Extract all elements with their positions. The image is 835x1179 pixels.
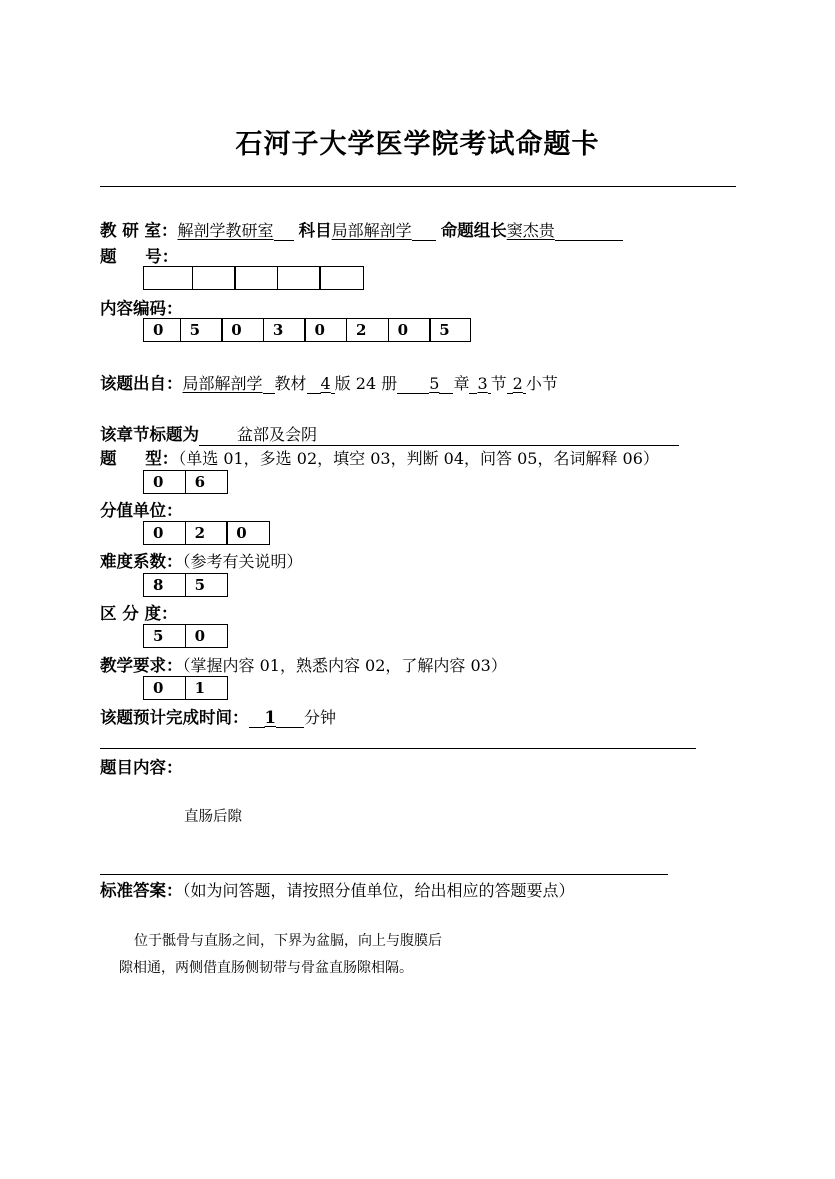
discrimination-box: 5 (143, 624, 186, 648)
leader-value: 窦杰贵 (506, 221, 555, 240)
source-edition: 4 (320, 374, 331, 393)
qnum-box (143, 266, 193, 290)
answer-line-2: 隙相通，两侧借直肠侧韧带与骨盆直肠隙相隔。 (119, 960, 413, 976)
code-box: 5 (429, 318, 471, 342)
dept-value: 解剖学教研室 (177, 221, 274, 240)
score-box: 2 (185, 521, 228, 545)
type-row (100, 445, 659, 469)
score-label: 分值单位： (100, 501, 183, 520)
difficulty-label: 难度系数： (100, 552, 183, 571)
leader-label: 命题组长 (440, 221, 507, 240)
source-section: 3 (477, 374, 488, 393)
source-text-zhang: 章 (453, 374, 470, 393)
answer-hint: （如为问答题，请按照分值单位，给出相应的答题要点） (182, 881, 575, 900)
requirement-box: 0 (143, 676, 186, 700)
difficulty-row (100, 548, 303, 572)
qnum-box (319, 266, 364, 290)
source-label: 该题出自： (100, 374, 183, 393)
question-number-boxes (143, 266, 364, 290)
source-text-jiaocai: 教材 (274, 374, 307, 393)
code-box: 3 (263, 318, 306, 342)
qnum-box (234, 266, 278, 290)
code-box: 0 (143, 318, 181, 342)
code-box: 0 (388, 318, 431, 342)
source-text-ban: 版 24 册 (334, 374, 398, 393)
question-number-label: 题 号： (100, 247, 179, 266)
content-code-boxes (143, 318, 471, 342)
time-label: 该题预计完成时间： (100, 708, 249, 727)
difficulty-hint: （参考有关说明） (182, 552, 303, 571)
score-boxes (143, 521, 270, 545)
question-divider (100, 748, 696, 749)
dept-label: 教 研 室： (100, 221, 178, 240)
page-title: 石河子大学医学院考试命题卡 (235, 129, 600, 160)
qnum-box (192, 266, 236, 290)
score-box: 0 (143, 521, 186, 545)
requirement-label: 教学要求： (100, 656, 183, 675)
title-divider (100, 186, 736, 187)
source-text-jie: 节 (490, 374, 507, 393)
difficulty-box: 8 (143, 573, 186, 597)
answer-line-1: 位于骶骨与直肠之间，下界为盆膈，向上与腹膜后 (134, 933, 442, 949)
time-unit: 分钟 (303, 708, 336, 727)
chapter-title-label: 该章节标题为 (100, 425, 199, 444)
score-box: 0 (226, 521, 270, 545)
time-row (100, 704, 336, 728)
subject-label: 科目 (298, 221, 332, 240)
source-row (100, 370, 558, 394)
difficulty-boxes (143, 573, 228, 597)
code-box: 0 (304, 318, 347, 342)
qnum-box (277, 266, 321, 290)
difficulty-box: 5 (185, 573, 228, 597)
code-box: 5 (180, 318, 223, 342)
source-text-xiaojie: 小节 (525, 374, 558, 393)
source-subsection: 2 (512, 374, 523, 393)
requirement-hint: （掌握内容 01，熟悉内容 02，了解内容 03） (182, 656, 507, 675)
type-boxes (143, 470, 228, 494)
answer-divider (100, 874, 668, 875)
type-box: 6 (185, 470, 228, 494)
code-box: 2 (346, 318, 389, 342)
requirement-boxes (143, 676, 228, 700)
source-chapter: 5 (429, 374, 440, 393)
discrimination-box: 0 (185, 624, 228, 648)
discrimination-boxes (143, 624, 228, 648)
requirement-box: 1 (185, 676, 228, 700)
content-code-label: 内容编码： (100, 299, 183, 318)
header-row (100, 217, 623, 241)
chapter-title-row (100, 421, 679, 446)
time-value: 1 (264, 708, 276, 727)
source-book: 局部解剖学 (182, 374, 263, 393)
code-box: 0 (221, 318, 264, 342)
question-label: 题目内容： (100, 758, 183, 777)
question-text: 直肠后隙 (184, 809, 242, 825)
type-label: 题 型： (100, 449, 179, 468)
type-box: 0 (143, 470, 186, 494)
answer-label: 标准答案： (100, 881, 183, 900)
subject-value: 局部解剖学 (331, 221, 412, 240)
requirement-row (100, 652, 507, 676)
answer-row (100, 877, 575, 901)
chapter-title-value: 盆部及会阴 (199, 422, 679, 446)
discrimination-label: 区 分 度： (100, 604, 178, 623)
type-hint: （单选 01，多选 02，填空 03，判断 04，问答 05，名词解释 06） (178, 449, 659, 468)
